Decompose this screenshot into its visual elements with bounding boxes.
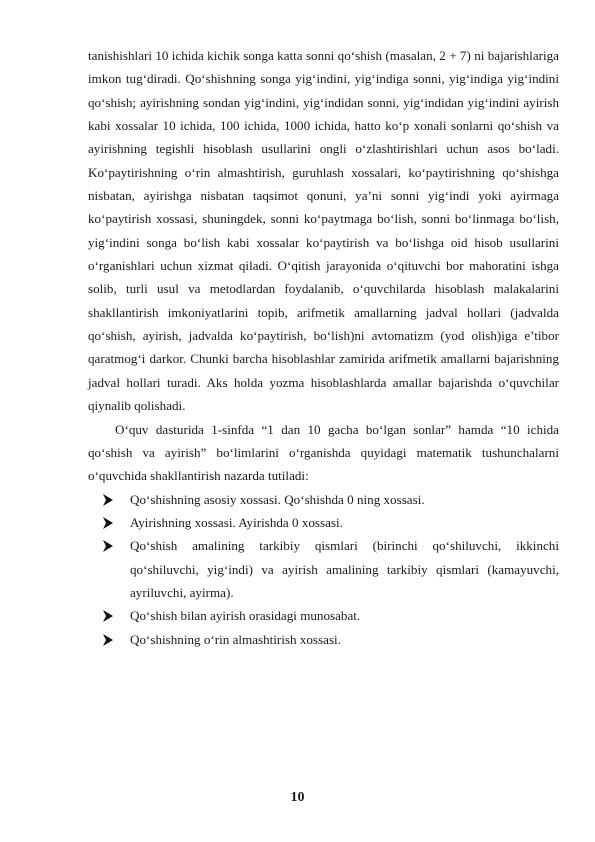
curriculum-paragraph: O‘quv dasturida 1-sinfda “1 dan 10 gacha bo‘lgan sonlar” hamda “10 ichida qo‘shish va ayirish” bo‘limlarini o‘rganishda quyidagi matematik tushunchalarni o‘quvchida shakllantirish nazarda tutiladi: [88, 421, 559, 484]
list-item-text: Qo‘shish bilan ayirish orasidagi munosabat. [130, 608, 361, 624]
body-paragraph: tanishishlari 10 ichida kichik songa katta sonni qo‘shish (masalan, 2 + 7) ni bajarishlariga imkon tug‘diradi. Qo‘shishning songa yig‘indini, yig‘indiga sonni, yig‘indiga yig‘indini qo‘shish; ayirishning sondan yig‘indini, yig‘indidan sonni, yig‘indidan yig‘indini ayirish kabi xossalar 10 ichida, 100 ichida, 1000 ichida, hatto ko‘p xonali sonlarni qo‘shish va ayirishning tegishli hisoblash usullarini ongli o‘zlashtirishlari uchun asos bo‘ladi. Ko‘paytirishning o‘rin almashtirish, guruhlash xossalari, ko‘paytirishning qo‘shishga nisbatan, ayirishga nisbatan taqsimot qonuni, ya’ni sonni yig‘indi yoki ayirmaga ko‘paytirish xossasi, shuningdek, sonni ko‘paytmaga bo‘lish, sonni bo‘linmaga bo‘lish, yig‘indini songa bo‘lish kabi xossalar ko‘paytirish va bo‘lishga oid hisob usullarini o‘rganishlari uchun xizmat qiladi. O‘qitish jarayonida o‘qituvchi bor mahoratini ishga solib, turli usul va metodlardan foydalanib, o‘quvchilarda hisoblash malakalarini shakllantirish imkoniyatlarini topib, arifmetik amallarning jadval hollari (jadvalda qo‘shish, ayirish, jadvalda ko‘paytirish, bo‘lish)ni avtomatizm (yod olish)iga e’tibor qaratmog‘i darkor. Chunki barcha hisoblashlar zamirida arifmetik amallarni bajarishning jadval hollari turadi. Aks holda yozma hisoblashlarda amallar bajarishda o‘quvchilar qiynalib qolishadi. [88, 48, 559, 414]
arrowhead-bullet-icon [102, 610, 114, 622]
list-item [100, 534, 559, 604]
list-item [100, 628, 559, 651]
arrowhead-bullet-icon [102, 517, 114, 529]
list-item-text: Qo‘shishning asosiy xossasi. Qo‘shishda 0 ning xossasi. [130, 491, 425, 507]
arrowhead-bullet-icon [102, 634, 114, 646]
list-item [100, 488, 559, 511]
page-number: 10 [290, 790, 305, 805]
arrowhead-bullet-icon [102, 494, 114, 506]
list-item-text: Ayirishning xossasi. Ayirishda 0 xossasi. [130, 514, 343, 530]
arrowhead-bullet-icon [102, 540, 114, 552]
concept-list [88, 488, 559, 651]
list-item-text: Qo‘shishning o‘rin almashtirish xossasi. [130, 631, 341, 647]
document-body [88, 44, 559, 651]
list-item [100, 511, 559, 534]
list-item-text: Qo‘shish amalining tarkibiy qismlari (birinchi qo‘shiluvchi, ikkinchi qo‘shiluvchi, yig‘indi) va ayirish amalining tarkibiy qismlari (kamayuvchi, ayriluvchi, ayirma). [130, 538, 559, 600]
list-item [100, 604, 559, 627]
